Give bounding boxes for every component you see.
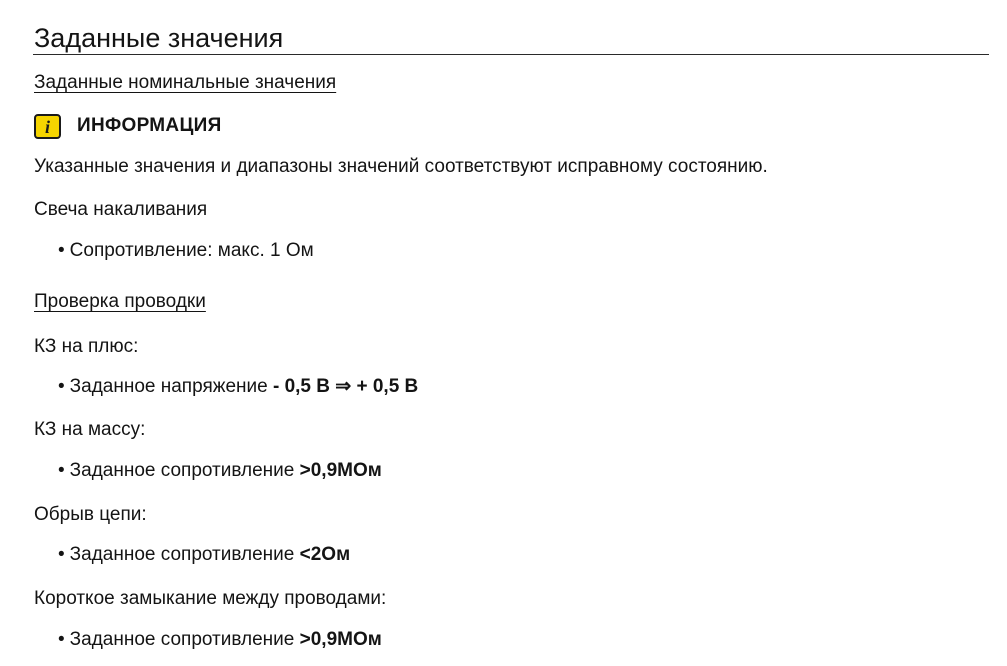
page-title: Заданные значения bbox=[34, 23, 284, 53]
check-bullet bbox=[58, 543, 350, 567]
check-bullet bbox=[58, 375, 418, 399]
check-heading: КЗ на плюс: bbox=[34, 336, 139, 357]
check-value: >0,9МОм bbox=[299, 629, 382, 650]
check-bullet bbox=[58, 628, 382, 652]
info-label: ИНФОРМАЦИЯ bbox=[77, 115, 222, 136]
title-divider bbox=[33, 54, 989, 55]
info-icon-glyph: i bbox=[44, 116, 51, 137]
glow-plug-resistance: Сопротивление: макс. 1 Ом bbox=[69, 240, 314, 261]
glow-plug-heading: Свеча накаливания bbox=[34, 199, 208, 220]
check-label: Заданное сопротивление bbox=[69, 629, 300, 650]
info-icon bbox=[34, 114, 61, 139]
check-value: >0,9МОм bbox=[299, 460, 382, 481]
info-text: Указанные значения и диапазоны значений соответствуют исправному состоянию. bbox=[34, 156, 768, 177]
check-heading: Обрыв цепи: bbox=[34, 504, 147, 525]
check-bullet bbox=[58, 459, 382, 483]
check-label: Заданное сопротивление bbox=[69, 460, 300, 481]
glow-plug-bullet bbox=[58, 239, 314, 263]
check-value: <2Ом bbox=[299, 544, 351, 565]
check-label: Заданное сопротивление bbox=[69, 544, 300, 565]
nominal-values-link[interactable]: Заданные номинальные значения bbox=[34, 72, 337, 93]
wiring-check-link[interactable]: Проверка проводки bbox=[34, 291, 206, 312]
bullet-marker: • bbox=[58, 376, 65, 397]
bullet-marker: • bbox=[58, 629, 65, 650]
check-label: Заданное напряжение bbox=[69, 376, 273, 397]
bullet-marker: • bbox=[58, 544, 65, 565]
info-notice bbox=[34, 112, 222, 140]
bullet-marker: • bbox=[58, 460, 65, 481]
bullet-marker: • bbox=[58, 240, 65, 261]
check-value: - 0,5 В ⇒ + 0,5 В bbox=[272, 376, 419, 397]
check-heading: Короткое замыкание между проводами: bbox=[34, 588, 387, 609]
check-heading: КЗ на массу: bbox=[34, 419, 146, 440]
